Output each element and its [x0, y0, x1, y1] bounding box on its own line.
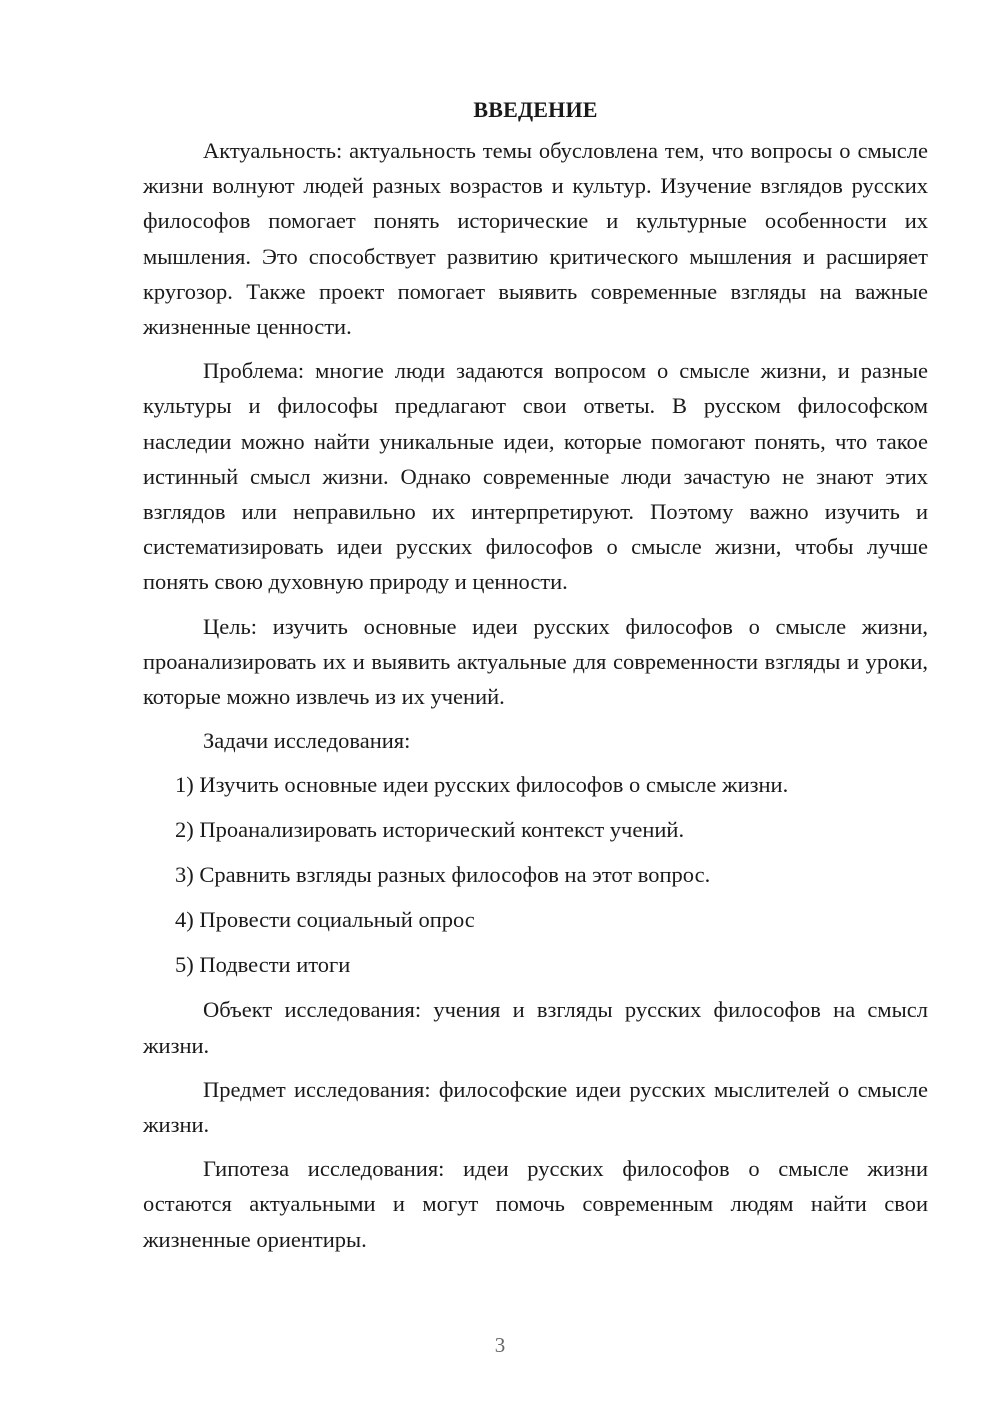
task-item: 1) Изучить основные идеи русских философов о смысле жизни.: [175, 772, 789, 798]
problem-paragraph: Проблема: многие люди задаются вопросом о смысле жизни, и разные культуры и философы предлагают свои ответы. В русском философском наследии можно найти уникальные идеи, которые помогают понять, что такое истинный смысл жизни. Однако современные люди зачастую не знают этих взглядов или неправильно их интерпретируют. Поэтому важно изучить и систематизировать идеи русских философов о смысле жизни, чтобы лучше понять свою духовную природу и ценности.: [143, 358, 928, 595]
document-page: [143, 92, 928, 1266]
task-item: 5) Подвести итоги: [175, 952, 351, 978]
hypothesis-paragraph: Гипотеза исследования: идеи русских философов о смысле жизни остаются актуальными и могут помочь современным людям найти свои жизненные ориентиры.: [143, 1156, 928, 1252]
goal-paragraph: Цель: изучить основные идеи русских философов о смысле жизни, проанализировать их и выявить актуальные для современности взгляды и уроки, которые можно извлечь из их учений.: [143, 613, 928, 710]
page-number: 3: [494, 1333, 506, 1357]
tasks-label: Задачи исследования:: [203, 728, 411, 754]
tasks-list: [143, 767, 928, 982]
task-item: 4) Провести социальный опрос: [175, 907, 475, 933]
task-item: 3) Сравнить взгляды разных философов на этот вопрос.: [175, 862, 711, 888]
section-title: ВВЕДЕНИЕ: [473, 97, 598, 122]
relevance-paragraph: Актуальность: актуальность темы обусловлена тем, что вопросы о смысле жизни волнуют людей разных возрастов и культур. Изучение взглядов русских философов помогает понять исторические и культурные особенности их мышления. Это способствует развитию критического мышления и расширяет кругозор. Также проект помогает выявить современные взгляды на важные жизненные ценности.: [143, 138, 928, 340]
object-paragraph: Объект исследования: учения и взгляды русских философов на смысл жизни.: [143, 997, 928, 1058]
subject-paragraph: Предмет исследования: философские идеи русских мыслителей о смысле жизни.: [143, 1076, 928, 1138]
task-item: 2) Проанализировать исторический контекст учений.: [175, 817, 685, 843]
